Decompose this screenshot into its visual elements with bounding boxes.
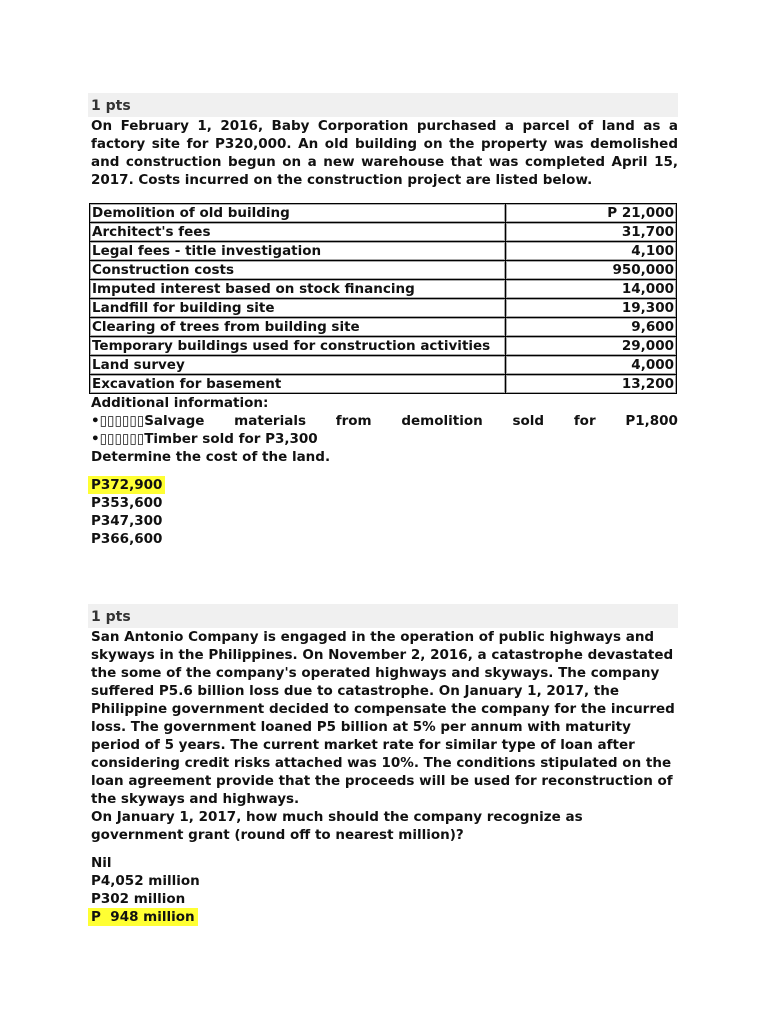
bullet-word: P1,800	[625, 413, 678, 429]
cost-amount: 4,100	[506, 242, 677, 261]
points-header: 1 pts	[88, 604, 678, 628]
table-row	[90, 318, 677, 337]
answer-choices	[88, 854, 678, 926]
cost-label: Construction costs	[90, 261, 506, 280]
cost-label: Legal fees - title investigation	[90, 242, 506, 261]
cost-amount: 4,000	[506, 356, 677, 375]
question-2	[88, 604, 678, 926]
table-row	[90, 337, 677, 356]
cost-amount: 950,000	[506, 261, 677, 280]
answer-choices	[88, 476, 678, 548]
cost-amount: 9,600	[506, 318, 677, 337]
table-row	[90, 223, 677, 242]
bullet-word: for	[573, 413, 596, 429]
answer-choice[interactable]: P366,600	[91, 531, 163, 547]
bullet-word: •▯▯▯▯▯▯Salvage	[91, 413, 205, 429]
answer-choice[interactable]: Nil	[91, 855, 112, 871]
bullet-word: sold	[512, 413, 545, 429]
question-prompt: On February 1, 2016, Baby Corporation purchased a parcel of land as a factory site for P320,000. An old building on the property was demolished and construction begun on a new warehouse that was completed April 15, 2017. Costs incurred on the construction project are listed below.	[91, 118, 678, 188]
additional-info-bullet	[88, 412, 678, 430]
cost-amount: P 21,000	[506, 204, 677, 223]
answer-choice-selected[interactable]: P372,900	[88, 476, 165, 494]
answer-choice[interactable]: P4,052 million	[91, 873, 200, 889]
table-row	[90, 375, 677, 394]
cost-label: Architect's fees	[90, 223, 506, 242]
bullet-word: from	[335, 413, 372, 429]
cost-label: Imputed interest based on stock financing	[90, 280, 506, 299]
cost-amount: 19,300	[506, 299, 677, 318]
answer-choice[interactable]: P302 million	[91, 891, 186, 907]
cost-label: Temporary buildings used for construction activities	[90, 337, 506, 356]
answer-choice[interactable]: P353,600	[91, 495, 163, 511]
additional-info-bullet: •▯▯▯▯▯▯Timber sold for P3,300	[91, 431, 318, 447]
answer-choice-selected[interactable]: P 948 million	[88, 908, 198, 926]
cost-table	[89, 203, 677, 394]
points-header: 1 pts	[88, 93, 678, 117]
answer-choice[interactable]: P347,300	[91, 513, 163, 529]
question-1	[88, 93, 678, 548]
bullet-word: materials	[234, 413, 306, 429]
question-prompt: San Antonio Company is engaged in the operation of public highways and skyways in the Philippines. On November 2, 2016, a catastrophe devastated the some of the company's operated highways and skyways. The company suffered P5.6 billion loss due to catastrophe. On January 1, 2017, the Philippine government decided to compensate the company for the incurred loss. The government loaned P5 billion at 5% per annum with maturity period of 5 years. The current market rate for similar type of loan after considering credit risks attached was 10%. The conditions stipulated on the loan agreement provide that the proceeds will be used for reconstruction of the skyways and highways.	[91, 629, 675, 807]
cost-amount: 29,000	[506, 337, 677, 356]
table-row	[90, 261, 677, 280]
cost-label: Landfill for building site	[90, 299, 506, 318]
question-instruction: On January 1, 2017, how much should the company recognize as government grant (round off to nearest million)?	[91, 809, 583, 843]
table-row	[90, 299, 677, 318]
cost-label: Land survey	[90, 356, 506, 375]
cost-label: Demolition of old building	[90, 204, 506, 223]
cost-amount: 14,000	[506, 280, 677, 299]
bullet-word: demolition	[401, 413, 483, 429]
table-row	[90, 242, 677, 261]
table-row	[90, 356, 677, 375]
question-instruction: Determine the cost of the land.	[91, 449, 331, 465]
cost-label: Clearing of trees from building site	[90, 318, 506, 337]
additional-info-title: Additional information:	[91, 395, 269, 411]
table-row	[90, 204, 677, 223]
cost-amount: 31,700	[506, 223, 677, 242]
table-row	[90, 280, 677, 299]
cost-amount: 13,200	[506, 375, 677, 394]
cost-label: Excavation for basement	[90, 375, 506, 394]
